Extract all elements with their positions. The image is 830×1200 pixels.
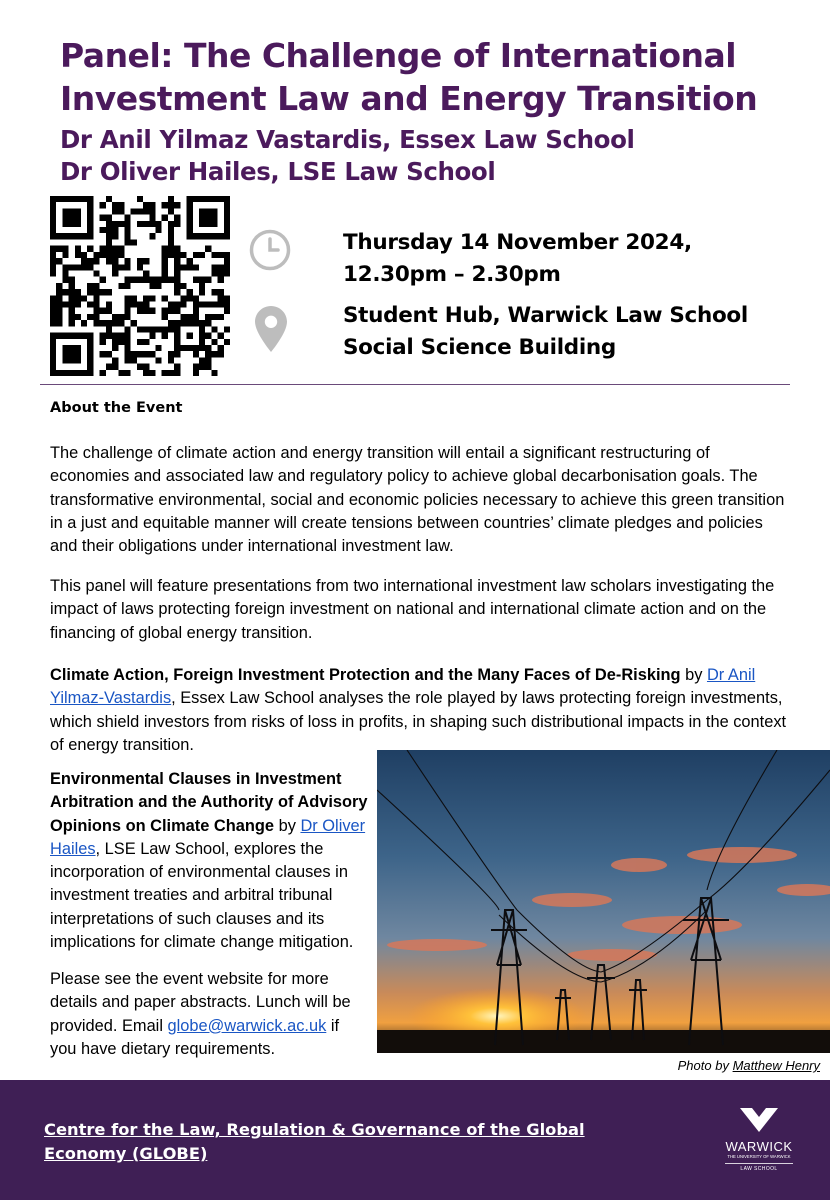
talk-1-title: Climate Action, Foreign Investment Protection and the Many Faces of De-Risking [50,666,681,684]
about-heading: About the Event [50,400,183,416]
event-venue: Student Hub, Warwick Law School [343,303,748,328]
divider [40,384,790,385]
clock-icon [248,228,292,272]
photo-credit-prefix: Photo by [677,1058,733,1073]
event-time: 12.30pm – 2.30pm [343,262,561,287]
photographer-link[interactable]: Matthew Henry [732,1058,820,1073]
closing-text-1: Please see the event website for more details and paper abstracts. Lunch will be provided. Email [50,970,351,1035]
talk-2-description [50,768,370,954]
warwick-w-icon [740,1108,778,1132]
warwick-law-school-logo [724,1108,794,1172]
speaker-1-link[interactable]: Dr Anil Yilmaz-Vastardis [50,666,756,708]
logo-wordmark: WARWICK [725,1139,793,1154]
photo-credit [678,1058,820,1073]
logo-school-name: LAW SCHOOL [740,1166,778,1172]
talk-1-text: , Essex Law School analyses the role played by laws protecting foreign investments, which shield investors from risks of loss in profits, in shaping such distributional impacts in the context of energy transition. [50,689,787,754]
event-title: Panel: The Challenge of International Investment Law and Energy Transition [60,36,758,118]
closing-note [50,968,370,1061]
logo-subtitle: THE UNIVERSITY OF WARWICK [727,1154,791,1159]
about-paragraph-1: The challenge of climate action and energy transition will entail a significant restructuring of economies and associated law and regulatory policy to achieve global decarbonisation goals. The transformative environmental, social and economic policies necessary to achieve this green transition in a just and equitable manner will create tensions between countries’ climate pledges and policies and their obligations under international investment law. [50,444,785,556]
talk-2-text: , LSE Law School, explores the incorporation of environmental clauses in investment treaties and arbitral tribunal interpretations of such clauses and its implications for climate change mitigation. [50,839,354,952]
talk-1-description [50,664,790,757]
speaker-1: Dr Anil Yilmaz Vastardis, Essex Law School [60,125,635,154]
talk-2-title: Environmental Clauses in Investment Arbitration and the Authority of Advisory Opinions on Climate Change [50,770,368,835]
power-lines-sunset-photo [377,750,830,1053]
email-link[interactable]: globe@warwick.ac.uk [167,1016,327,1035]
event-date: Thursday 14 November 2024, [343,230,692,255]
qr-code[interactable] [50,196,230,376]
about-paragraph-2: This panel will feature presentations from two international investment law scholars investigating the impact of laws protecting foreign investment on national and international climate action and on the financing of global energy transition. [50,577,775,642]
centre-name-link[interactable]: Centre for the Law, Regulation & Governance of the Global Economy (GLOBE) [44,1120,585,1163]
talk-2-by: by [274,816,301,835]
speaker-2-link[interactable]: Dr Oliver Hailes [50,816,366,858]
talk-1-by: by [680,666,707,684]
speaker-2: Dr Oliver Hailes, LSE Law School [60,157,496,186]
closing-text-2: if you have dietary requirements. [50,1016,340,1058]
event-building: Social Science Building [343,335,617,360]
logo-divider [725,1163,793,1164]
map-pin-icon [255,306,287,352]
